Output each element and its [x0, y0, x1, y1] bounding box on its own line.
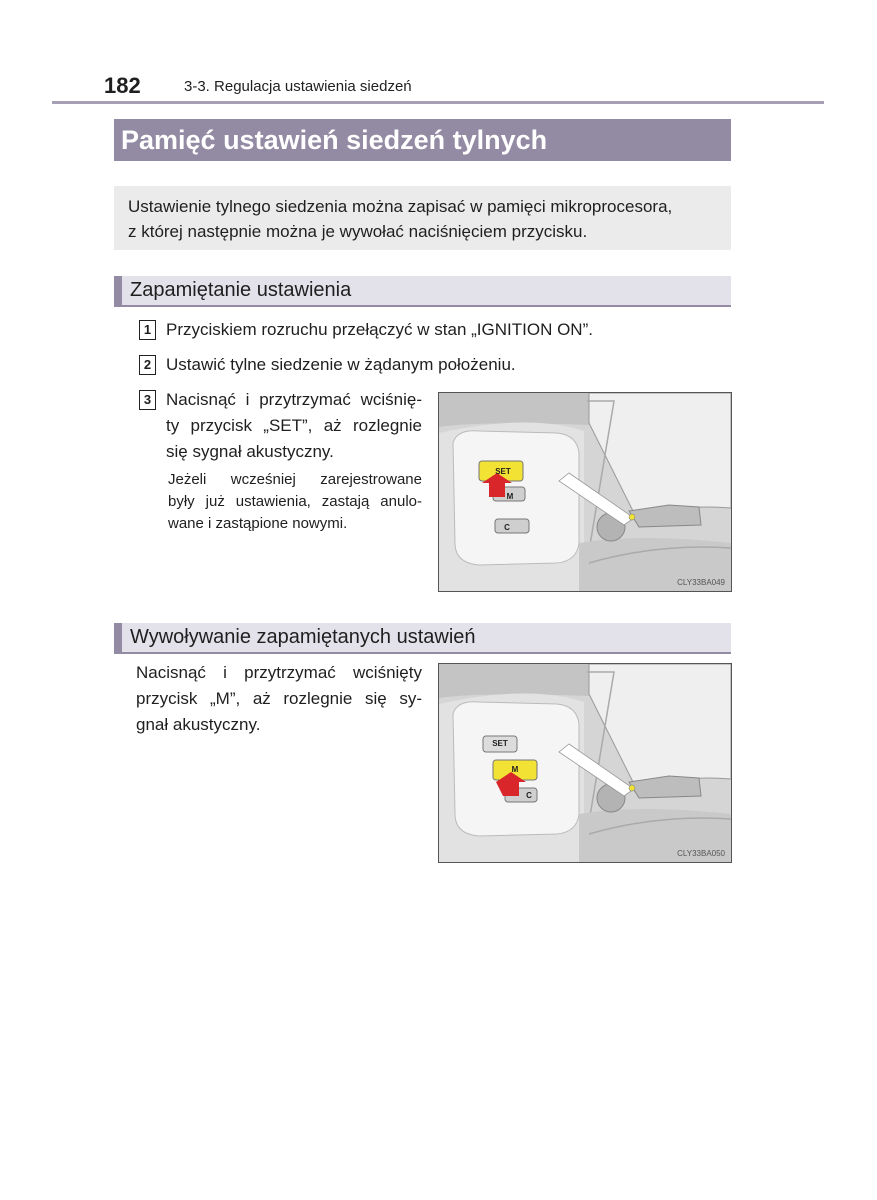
recall-line-1: Nacisnąć i przytrzymać wciśnięty	[136, 663, 422, 682]
note-line-2: były już ustawienia, zastają anulo-	[168, 493, 422, 510]
step-3-line-2: ty przycisk „SET”, aż rozlegnie	[166, 416, 422, 435]
running-header: 3-3. Regulacja ustawienia siedzeń	[184, 78, 412, 95]
step-number-1: 1	[139, 320, 156, 340]
door-panel-illustration	[439, 664, 731, 862]
recall-text	[136, 660, 422, 738]
figure-code: CLY33BA050	[677, 849, 725, 858]
section-marker	[114, 276, 122, 305]
figure-m-button	[438, 663, 732, 863]
m-button-label: M	[506, 492, 514, 501]
step-text-2: Ustawić tylne siedzenie w żądanym położeniu.	[166, 355, 516, 374]
intro-box	[114, 186, 731, 250]
step-number-3: 3	[139, 390, 156, 410]
section-heading-store	[114, 276, 731, 307]
c-button-label: C	[504, 523, 510, 532]
recall-line-3: gnał akustyczny.	[136, 715, 261, 734]
intro-line-2: z której następnie można je wywołać naciśnięciem przycisku.	[128, 222, 588, 241]
set-button-label: SET	[495, 467, 511, 476]
step-number-2: 2	[139, 355, 156, 375]
step-3-line-3: się sygnał akustyczny.	[166, 442, 334, 461]
recall-line-2: przycisk „M”, aż rozlegnie się sy-	[136, 689, 422, 708]
door-panel-illustration	[439, 393, 731, 591]
page-title: Pamięć ustawień siedzeń tylnych	[114, 119, 731, 161]
section-heading-text: Zapamiętanie ustawienia	[130, 279, 352, 301]
step-3-note	[168, 469, 422, 535]
step-text-3	[166, 387, 422, 465]
header-rule	[52, 101, 824, 104]
c-button-label: C	[526, 791, 532, 800]
note-line-1: Jeżeli wcześniej zarejestrowane	[168, 471, 422, 488]
section-heading-text: Wywoływanie zapamiętanych ustawień	[130, 626, 476, 648]
section-heading-recall	[114, 623, 731, 654]
step-text-1: Przyciskiem rozruchu przełączyć w stan „IGNITION ON”.	[166, 320, 593, 339]
step-3-line-1: Nacisnąć i przytrzymać wciśnię-	[166, 390, 422, 409]
figure-code: CLY33BA049	[677, 578, 725, 587]
figure-set-button	[438, 392, 732, 592]
note-line-3: wane i zastąpione nowymi.	[168, 515, 348, 532]
section-marker	[114, 623, 122, 652]
m-button-label: M	[511, 765, 519, 774]
set-button-label: SET	[492, 739, 508, 748]
intro-line-1: Ustawienie tylnego siedzenia można zapisać w pamięci mikroprocesora,	[128, 197, 673, 216]
page-number: 182	[104, 73, 141, 98]
